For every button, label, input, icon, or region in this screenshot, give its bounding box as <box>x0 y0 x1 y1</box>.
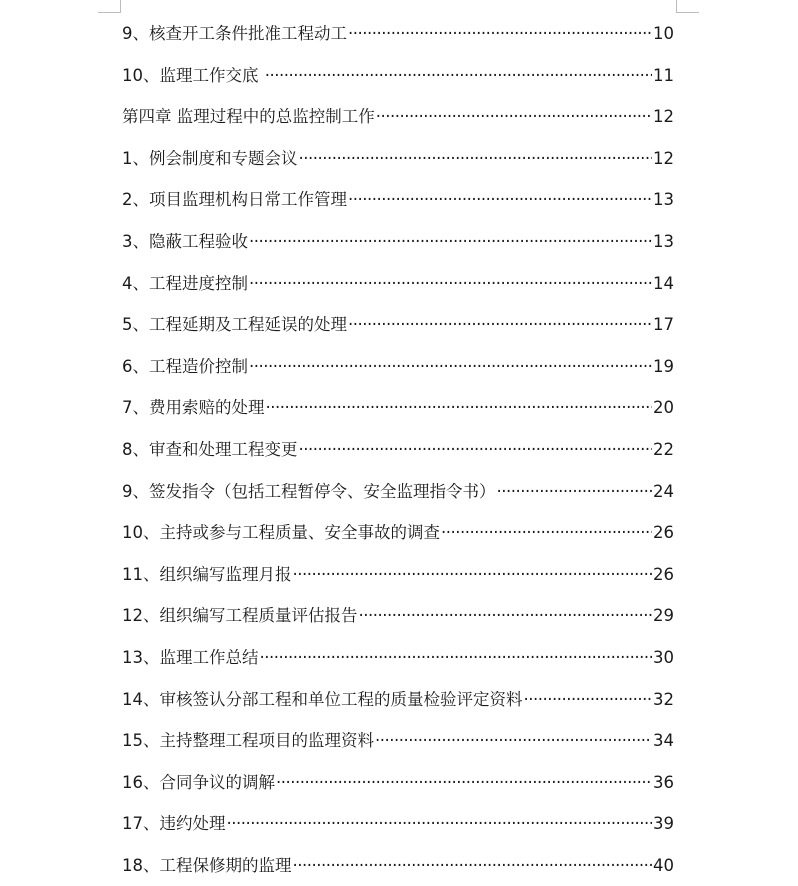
toc-entry[interactable] <box>122 803 674 845</box>
toc-dot-leader <box>276 762 652 804</box>
toc-entry-page: 36 <box>653 772 674 792</box>
toc-entry-page: 13 <box>653 190 674 210</box>
toc-entry-page: 24 <box>653 481 674 501</box>
toc-dot-leader <box>266 387 653 429</box>
toc-entry[interactable] <box>122 346 674 388</box>
toc-entry[interactable] <box>122 471 674 513</box>
toc-entry-title: 10、主持或参与工程质量、安全事故的调查 <box>122 523 440 543</box>
toc-entry[interactable] <box>122 637 674 679</box>
toc-entry-title: 2、项目监理机构日常工作管理 <box>122 190 347 210</box>
toc-dot-leader <box>299 429 653 471</box>
table-of-contents <box>122 13 674 886</box>
toc-entry[interactable] <box>122 221 674 263</box>
toc-entry-page: 10 <box>653 24 674 43</box>
toc-dot-leader <box>293 845 653 886</box>
toc-entry-title: 17、违约处理 <box>122 814 226 834</box>
toc-entry-title: 12、组织编写工程质量评估报告 <box>122 606 358 626</box>
toc-entry[interactable] <box>122 429 674 471</box>
toc-entry-page: 39 <box>653 814 674 834</box>
toc-entry-page: 40 <box>653 855 674 875</box>
toc-entry[interactable] <box>122 845 674 886</box>
toc-entry-title: 11、组织编写监理月报 <box>122 564 292 584</box>
toc-entry[interactable] <box>122 554 674 596</box>
toc-entry-page: 20 <box>653 398 674 418</box>
toc-dot-leader <box>348 179 652 221</box>
toc-entry[interactable] <box>122 720 674 762</box>
toc-entry-title: 16、合同争议的调解 <box>122 772 275 792</box>
toc-dot-leader <box>376 96 652 138</box>
toc-entry-page: 30 <box>653 647 674 667</box>
toc-dot-leader <box>348 304 652 346</box>
toc-entry-title: 18、工程保修期的监理 <box>122 855 292 875</box>
toc-dot-leader <box>375 720 652 762</box>
toc-entry-page: 12 <box>653 107 674 127</box>
toc-entry-title: 8、审查和处理工程变更 <box>122 439 298 459</box>
page-corner-mark-left <box>98 0 121 13</box>
toc-dot-leader <box>249 346 652 388</box>
toc-entry[interactable] <box>122 762 674 804</box>
toc-dot-leader <box>249 263 652 305</box>
toc-entry-page: 12 <box>653 148 674 168</box>
toc-entry-title: 1、例会制度和专题会议 <box>122 148 298 168</box>
toc-entry[interactable] <box>122 55 674 97</box>
toc-entry[interactable] <box>122 512 674 554</box>
toc-entry-title: 6、工程造价控制 <box>122 356 248 376</box>
toc-entry-page: 26 <box>653 523 674 543</box>
toc-dot-leader <box>227 803 653 845</box>
toc-dot-leader <box>441 512 652 554</box>
toc-entry-page: 32 <box>653 689 674 709</box>
toc-entry[interactable] <box>122 179 674 221</box>
toc-entry-title: 4、工程进度控制 <box>122 273 248 293</box>
toc-entry-title: 9、签发指令（包括工程暂停令、安全监理指令书） <box>122 481 496 501</box>
page-corner-mark-right <box>676 0 699 13</box>
toc-entry[interactable] <box>122 263 674 305</box>
toc-entry-title: 15、主持整理工程项目的监理资料 <box>122 731 374 751</box>
toc-entry-page: 19 <box>653 356 674 376</box>
toc-entry-page: 11 <box>653 65 674 85</box>
toc-entry-title: 第四章 监理过程中的总监控制工作 <box>122 107 375 127</box>
toc-dot-leader <box>293 554 653 596</box>
toc-entry-title: 13、监理工作总结 <box>122 647 259 667</box>
toc-entry-page: 14 <box>653 273 674 293</box>
toc-dot-leader <box>249 221 652 263</box>
toc-entry[interactable] <box>122 387 674 429</box>
toc-entry-page: 26 <box>653 564 674 584</box>
toc-entry-page: 29 <box>653 606 674 626</box>
toc-entry[interactable] <box>122 679 674 721</box>
toc-entry[interactable] <box>122 96 674 138</box>
toc-entry-page: 34 <box>653 731 674 751</box>
toc-entry[interactable] <box>122 13 674 55</box>
toc-entry[interactable] <box>122 304 674 346</box>
toc-entry-page: 22 <box>653 439 674 459</box>
toc-dot-leader <box>524 679 653 721</box>
toc-entry-title: 5、工程延期及工程延误的处理 <box>122 315 347 335</box>
toc-dot-leader <box>260 637 653 679</box>
toc-entry-page: 17 <box>653 315 674 335</box>
toc-entry[interactable] <box>122 595 674 637</box>
toc-dot-leader <box>348 13 652 55</box>
toc-entry-title: 9、核查开工条件批准工程动工 <box>122 24 347 43</box>
toc-dot-leader <box>359 595 653 637</box>
toc-dot-leader <box>299 138 653 180</box>
toc-dot-leader <box>265 55 652 97</box>
toc-entry-title: 7、费用索赔的处理 <box>122 398 265 418</box>
toc-entry-page: 13 <box>653 231 674 251</box>
toc-entry[interactable] <box>122 138 674 180</box>
toc-entry-title: 3、隐蔽工程验收 <box>122 231 248 251</box>
toc-dot-leader <box>497 471 653 513</box>
toc-entry-title: 14、审核签认分部工程和单位工程的质量检验评定资料 <box>122 689 523 709</box>
toc-entry-title: 10、监理工作交底 <box>122 65 264 85</box>
